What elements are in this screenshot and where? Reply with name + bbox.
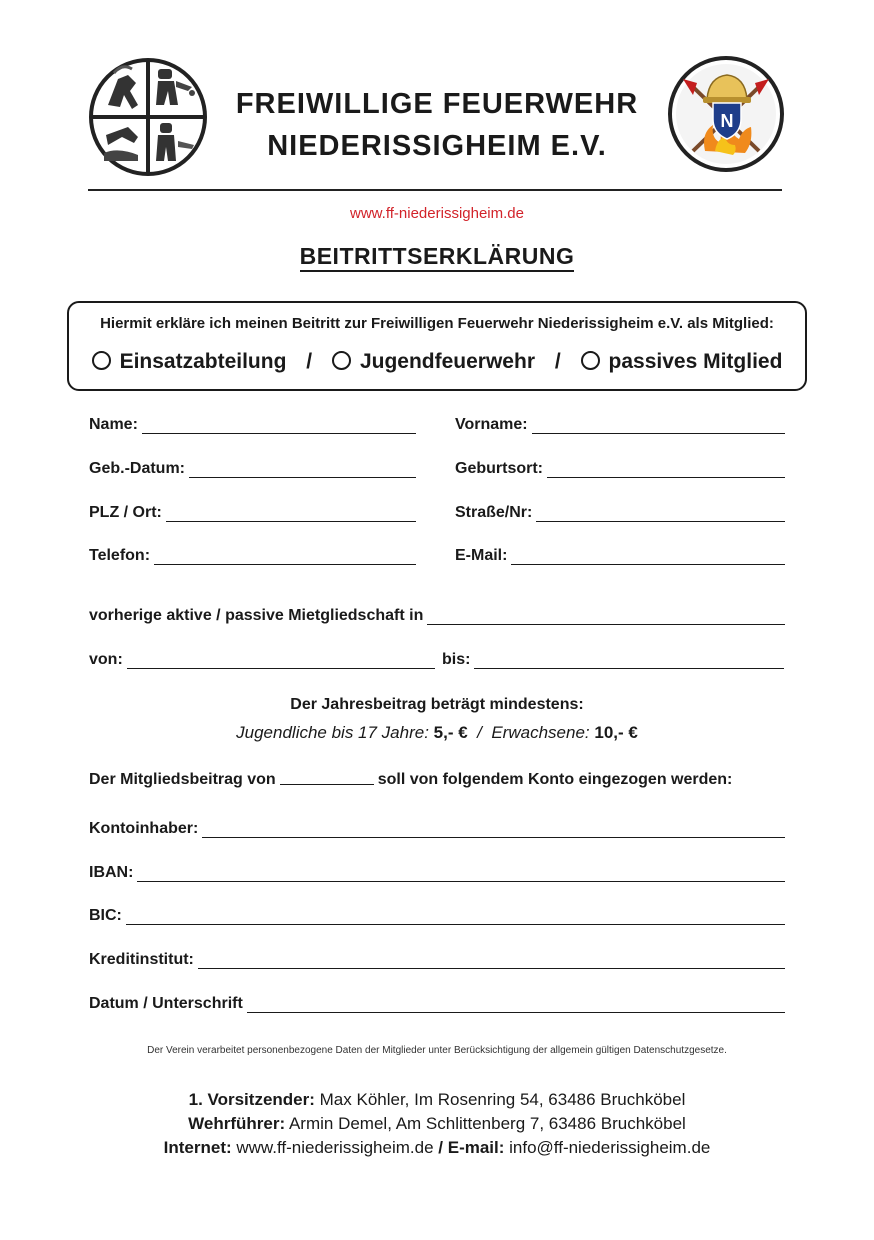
badge-letter: N	[720, 111, 734, 131]
name-input-line[interactable]	[142, 417, 416, 434]
geburtsort-field[interactable]: Geburtsort:	[455, 456, 785, 478]
youth-fee-label: Jugendliche bis 17 Jahre:	[236, 723, 429, 742]
email-input-line[interactable]	[511, 548, 785, 565]
plz-ort-field[interactable]: PLZ / Ort:	[89, 500, 416, 522]
previous-membership-input-line[interactable]	[427, 608, 785, 625]
previous-membership-field[interactable]: vorherige aktive / passive Mietgliedschaft in	[89, 603, 785, 625]
kontoinhaber-input-line[interactable]	[202, 821, 785, 838]
von-field[interactable]: von:	[89, 647, 435, 669]
bis-input-line[interactable]	[474, 652, 784, 669]
radio-circle-icon[interactable]	[332, 351, 351, 370]
youth-fee-amount: 5,- €	[433, 723, 468, 742]
telefon-input-line[interactable]	[154, 548, 416, 565]
datum-unterschrift-field[interactable]: Datum / Unterschrift	[89, 991, 785, 1013]
form-title: BEITRITTSERKLÄRUNG	[0, 243, 874, 270]
option-separator: /	[554, 350, 561, 373]
option-jugendfeuerwehr[interactable]: Jugendfeuerwehr	[332, 350, 535, 373]
kreditinstitut-input-line[interactable]	[198, 952, 785, 969]
plz-ort-input-line[interactable]	[166, 505, 416, 522]
geb-datum-input-line[interactable]	[189, 461, 416, 478]
footer-contact: Internet: www.ff-niederissigheim.de / E-mail: info@ff-niederissigheim.de	[163, 1138, 711, 1157]
email-field[interactable]: E-Mail:	[455, 543, 785, 565]
footer-chair: 1. Vorsitzender: Max Köhler, Im Rosenring 54, 63486 Bruchköbel	[188, 1090, 686, 1109]
radio-circle-icon[interactable]	[92, 351, 111, 370]
strasse-input-line[interactable]	[536, 505, 785, 522]
geb-datum-field[interactable]: Geb.-Datum:	[89, 456, 416, 478]
strasse-field[interactable]: Straße/Nr:	[455, 500, 785, 522]
bic-field[interactable]: BIC:	[89, 903, 785, 925]
kreditinstitut-field[interactable]: Kreditinstitut:	[89, 947, 785, 969]
name-field[interactable]: Name:	[89, 412, 416, 434]
bic-input-line[interactable]	[126, 908, 785, 925]
vorname-input-line[interactable]	[532, 417, 785, 434]
geburtsort-input-line[interactable]	[547, 461, 785, 478]
footer-email-link[interactable]: info@ff-niederissigheim.de	[509, 1138, 711, 1157]
bis-field[interactable]: bis:	[442, 647, 784, 669]
kontoinhaber-field[interactable]: Kontoinhaber:	[89, 816, 785, 838]
telefon-field[interactable]: Telefon:	[89, 543, 416, 565]
adult-fee-label: Erwachsene:	[491, 723, 590, 742]
signature-input-line[interactable]	[247, 996, 785, 1013]
footer-chief: Wehrführer: Armin Demel, Am Schlittenberg 7, 63486 Bruchköbel	[188, 1114, 686, 1133]
organization-name-line1: FREIWILLIGE FEUERWEHR	[235, 88, 639, 120]
declaration-text: Hiermit erkläre ich meinen Beitritt zur Freiwilligen Feuerwehr Niederissigheim e.V. als Mitglied:	[100, 315, 774, 332]
website-link[interactable]: www.ff-niederissigheim.de	[350, 205, 524, 222]
radio-circle-icon[interactable]	[581, 351, 600, 370]
footer-website-link[interactable]: www.ff-niederissigheim.de	[236, 1138, 434, 1157]
fee-separator: /	[477, 723, 482, 742]
privacy-notice: Der Verein verarbeitet personenbezogene Daten der Mitglieder unter Berücksichtigung der allgemein gültigen Datenschutzgesetze.	[147, 1045, 727, 1056]
option-passives-mitglied[interactable]: passives Mitglied	[581, 350, 783, 373]
vorname-field[interactable]: Vorname:	[455, 412, 785, 434]
iban-field[interactable]: IBAN:	[89, 860, 785, 882]
fee-amount-input-line[interactable]	[280, 770, 374, 785]
organization-name-line2: NIEDERISSIGHEIM E.V.	[267, 130, 607, 162]
membership-options	[69, 350, 805, 374]
membership-type-box	[67, 301, 807, 391]
direct-debit-sentence: Der Mitgliedsbeitrag von soll von folgendem Konto eingezogen werden:	[89, 771, 733, 788]
header-divider	[88, 189, 782, 191]
fee-amounts	[0, 723, 874, 743]
youth-fire-brigade-badge-logo	[667, 55, 785, 173]
option-einsatzabteilung[interactable]: Einsatzabteilung	[92, 350, 287, 373]
adult-fee-amount: 10,- €	[594, 723, 638, 742]
fee-heading: Der Jahresbeitrag beträgt mindestens:	[290, 696, 584, 713]
iban-input-line[interactable]	[137, 865, 785, 882]
von-input-line[interactable]	[127, 652, 435, 669]
option-separator: /	[306, 350, 313, 373]
